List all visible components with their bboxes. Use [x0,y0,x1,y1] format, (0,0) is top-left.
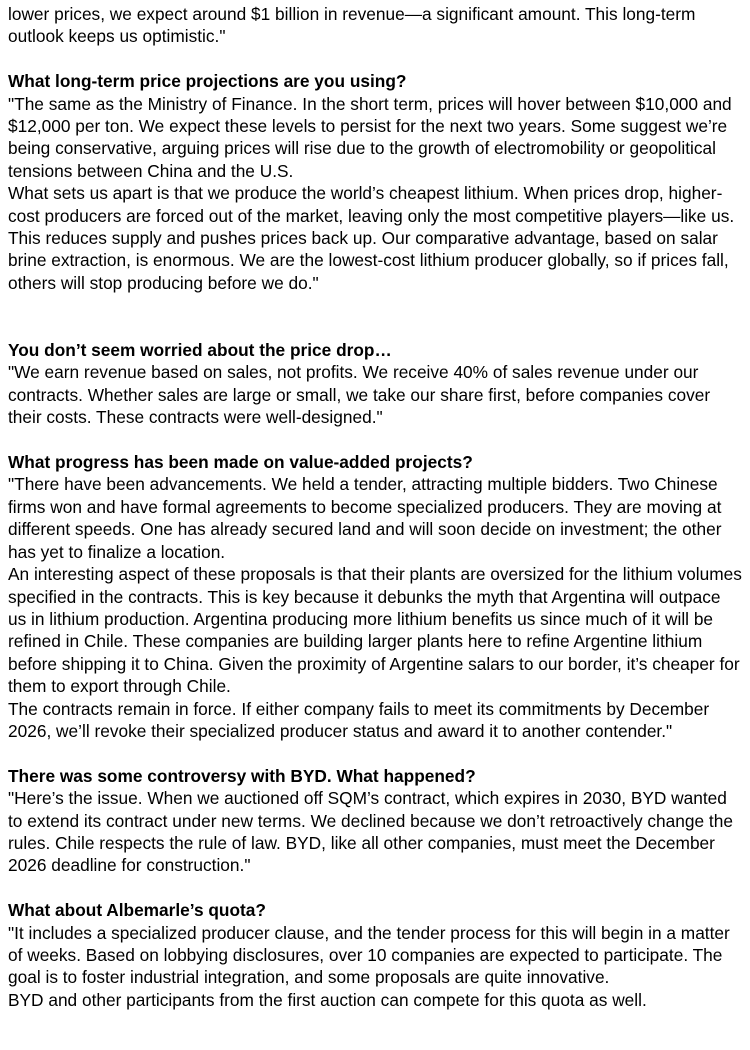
answer-paragraph: "The same as the Ministry of Finance. In the short term, prices will hover between $10,000 and $12,000 per ton. We expect these levels to persist for the next two years. Some suggest we’re being conservative, arguing prices will rise due to the growth of electromobility or geopolitical tensions between China and the U.S. [8,93,732,181]
spacer [8,742,742,764]
qa-block-byd [8,765,742,877]
answer-paragraph: An interesting aspect of these proposals is that their plants are oversized for the lithium volumes specified in the contracts. This is key because it debunks the myth that Argentina will outpace us in lithium production. Argentina producing more lithium benefits us since much of it will be refined in Chile. These companies are building larger plants here to refine Argentine lithium before shipping it to China. Given the proximity of Argentine salars to our border, it’s cheaper for them to export through Chile. [8,564,742,697]
spacer [8,48,742,70]
answer-paragraph: What sets us apart is that we produce the world’s cheapest lithium. When prices drop, higher-cost producers are forced out of the market, leaving only the most competitive players—like us. This reduces supply and pushes prices back up. Our comparative advantage, based on salar brine extraction, is enormous. We are the lowest-cost lithium producer globally, so if prices fall, others will stop producing before we do." [8,183,735,293]
qa-block-price-projections [8,70,742,294]
question-heading: There was some controversy with BYD. What happened? [8,765,476,786]
qa-block-value-added [8,451,742,742]
question-heading: What long-term price projections are you using? [8,71,407,92]
spacer [8,877,742,899]
spacer [8,429,742,451]
answer-paragraph: The contracts remain in force. If either company fails to meet its commitments by December 2026, we’ll revoke their specialized producer status and award it to another contender." [8,698,710,741]
qa-block-albemarle [8,899,742,1011]
qa-block-price-drop [8,339,742,429]
answer-paragraph: "Here’s the issue. When we auctioned off SQM’s contract, which expires in 2030, BYD wanted to extend its contract under new terms. We declined because we don’t retroactively change the rules. Chile respects the rule of law. BYD, like all other companies, must meet the December 2026 deadline for construction." [8,788,733,876]
answer-paragraph: "There have been advancements. We held a tender, attracting multiple bidders. Two Chinese firms won and have formal agreements to become specialized producers. They are moving at different speeds. One has already secured land and will soon decide on investment; the other has yet to finalize a location. [8,474,722,562]
question-heading: What progress has been made on value-added projects? [8,452,473,473]
answer-paragraph: "We earn revenue based on sales, not profits. We receive 40% of sales revenue under our contracts. Whether sales are large or small, we take our share first, before companies cover their costs. These contracts were well-designed." [8,362,711,428]
answer-paragraph: BYD and other participants from the first auction can compete for this quota as well. [8,989,647,1010]
spacer [8,294,742,339]
question-heading: What about Albemarle’s quota? [8,900,266,921]
answer-paragraph: "It includes a specialized producer clause, and the tender process for this will begin in a matter of weeks. Based on lobbying disclosures, over 10 companies are expected to participate. The goal is to foster industrial integration, and some proposals are quite innovative. [8,922,730,988]
intro-paragraph: lower prices, we expect around $1 billion in revenue—a significant amount. This long-term outlook keeps us optimistic." [8,4,696,47]
question-heading: You don’t seem worried about the price drop… [8,340,392,361]
